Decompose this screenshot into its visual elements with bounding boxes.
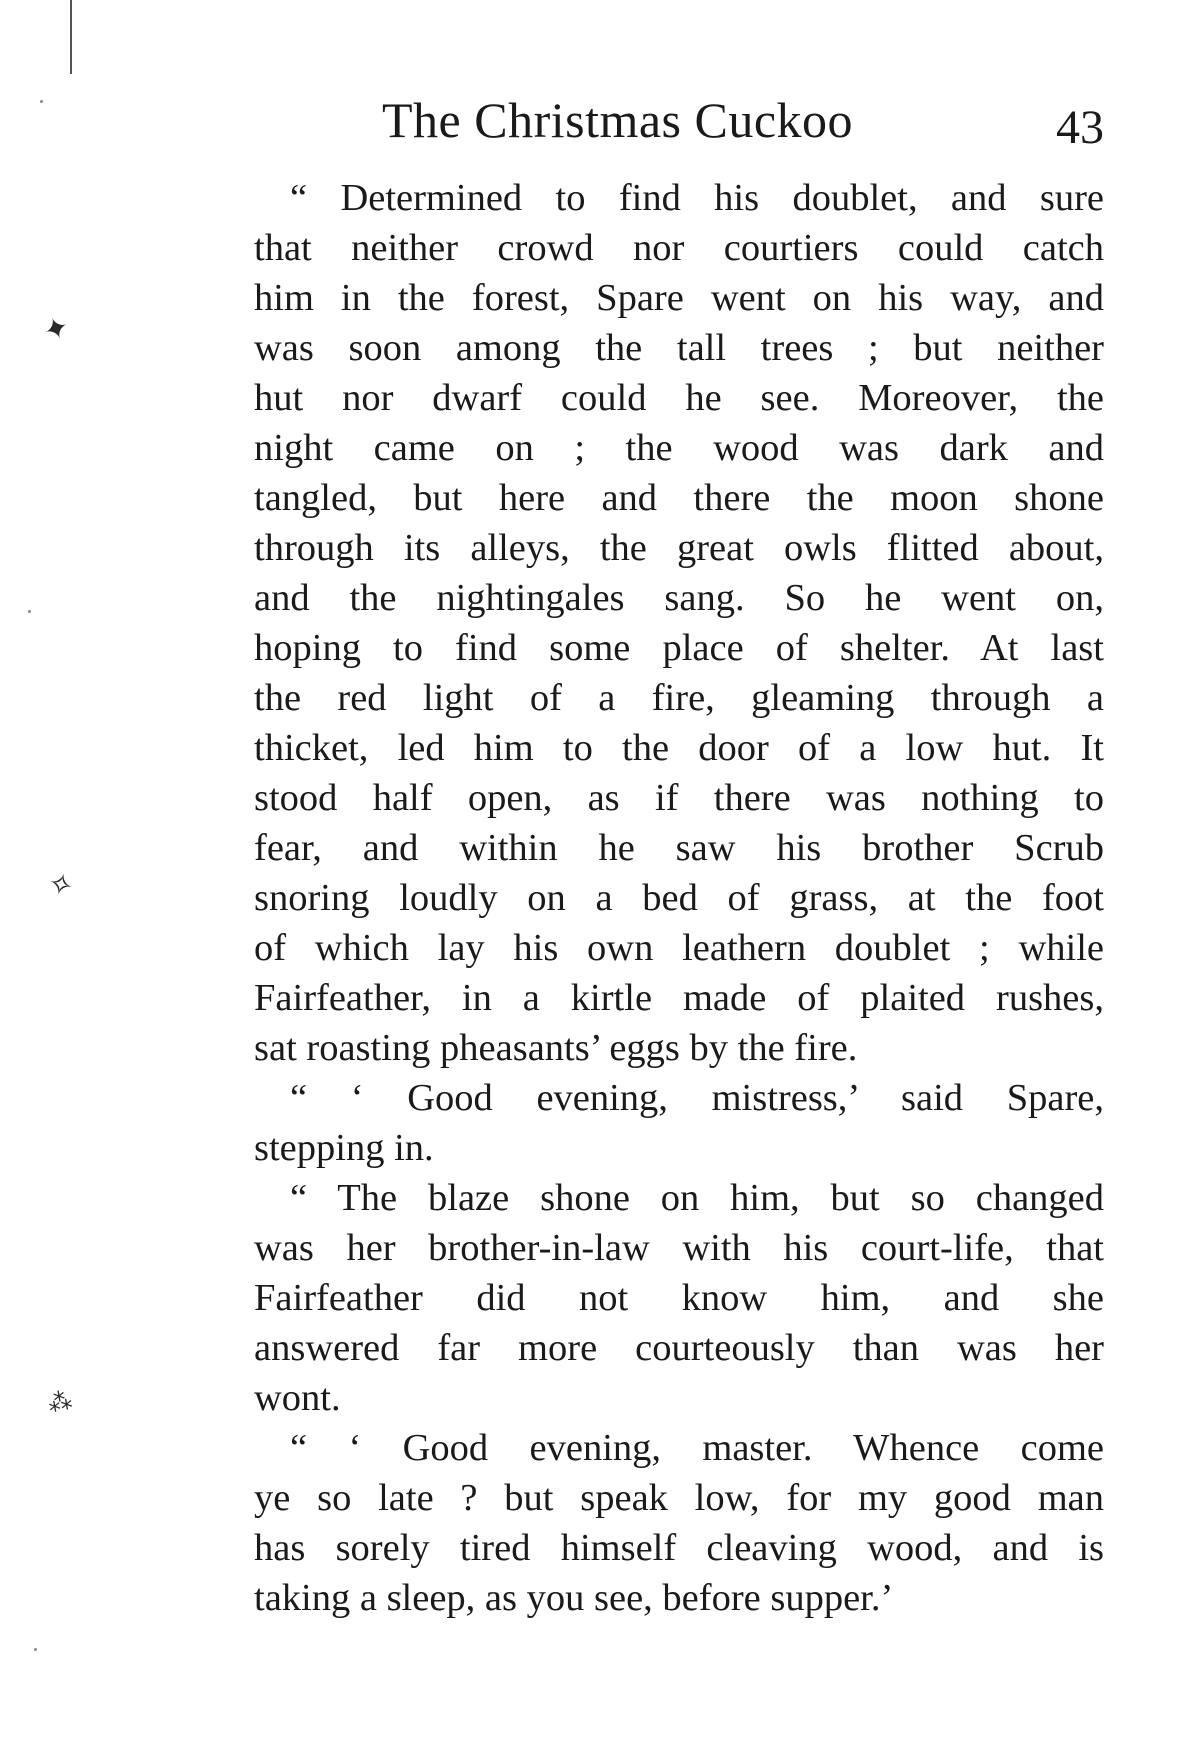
text-line: hoping to find some place of shelter. At last — [254, 627, 1104, 669]
gutter-edge-line — [70, 0, 72, 74]
margin-smudge-icon: ✧ — [43, 865, 78, 906]
text-line: stepping in. — [254, 1127, 434, 1169]
text-line: “ ‘ Good evening, master. Whence come — [290, 1427, 1104, 1469]
text-line: “ Determined to find his doublet, and sure — [290, 177, 1104, 219]
paragraph — [254, 1423, 1104, 1623]
text-line: hut nor dwarf could he see. Moreover, the — [254, 377, 1104, 419]
text-line: night came on ; the wood was dark and — [254, 427, 1104, 469]
text-line: Fairfeather, in a kirtle made of plaited rushes, — [254, 977, 1104, 1019]
text-line: was soon among the tall trees ; but neither — [254, 327, 1104, 369]
text-line: “ The blaze shone on him, but so changed — [290, 1177, 1104, 1219]
text-line: wont. — [254, 1377, 341, 1419]
text-line: tangled, but here and there the moon shone — [254, 477, 1104, 519]
text-line: Fairfeather did not know him, and she — [254, 1277, 1104, 1319]
paragraph — [254, 1073, 1104, 1173]
text-line: the red light of a fire, gleaming through a — [254, 677, 1104, 719]
text-line: that neither crowd nor courtiers could catch — [254, 227, 1104, 269]
margin-smudge-icon: ⁂ — [45, 1386, 75, 1418]
text-line: has sorely tired himself cleaving wood, and is — [254, 1527, 1104, 1569]
text-line: taking a sleep, as you see, before supper.’ — [254, 1577, 894, 1619]
text-line: through its alleys, the great owls flitted about, — [254, 527, 1104, 569]
text-line: him in the forest, Spare went on his way, and — [254, 277, 1104, 319]
text-line: “ ‘ Good evening, mistress,’ said Spare, — [290, 1077, 1104, 1119]
running-header — [382, 88, 1104, 152]
text-line: answered far more courteously than was her — [254, 1327, 1104, 1369]
text-line: fear, and within he saw his brother Scrub — [254, 827, 1104, 869]
text-line: snoring loudly on a bed of grass, at the foot — [254, 877, 1104, 919]
text-line: of which lay his own leathern doublet ; while — [254, 927, 1104, 969]
paper-speck — [40, 100, 43, 103]
paragraph — [254, 173, 1104, 1073]
page-number: 43 — [1056, 101, 1104, 154]
paragraph — [254, 1173, 1104, 1423]
paper-speck — [34, 1648, 37, 1651]
text-line: stood half open, as if there was nothing to — [254, 777, 1104, 819]
text-line: ye so late ? but speak low, for my good man — [254, 1477, 1104, 1519]
text-line: and the nightingales sang. So he went on, — [254, 577, 1104, 619]
running-title: The Christmas Cuckoo — [382, 92, 854, 148]
margin-smudge-icon: ✦ — [38, 308, 75, 351]
body-text — [254, 173, 1104, 1623]
text-line: was her brother-in-law with his court-life, that — [254, 1227, 1104, 1269]
text-line: sat roasting pheasants’ eggs by the fire. — [254, 1027, 858, 1069]
text-line: thicket, led him to the door of a low hut. It — [254, 727, 1104, 769]
paper-speck — [28, 610, 31, 613]
